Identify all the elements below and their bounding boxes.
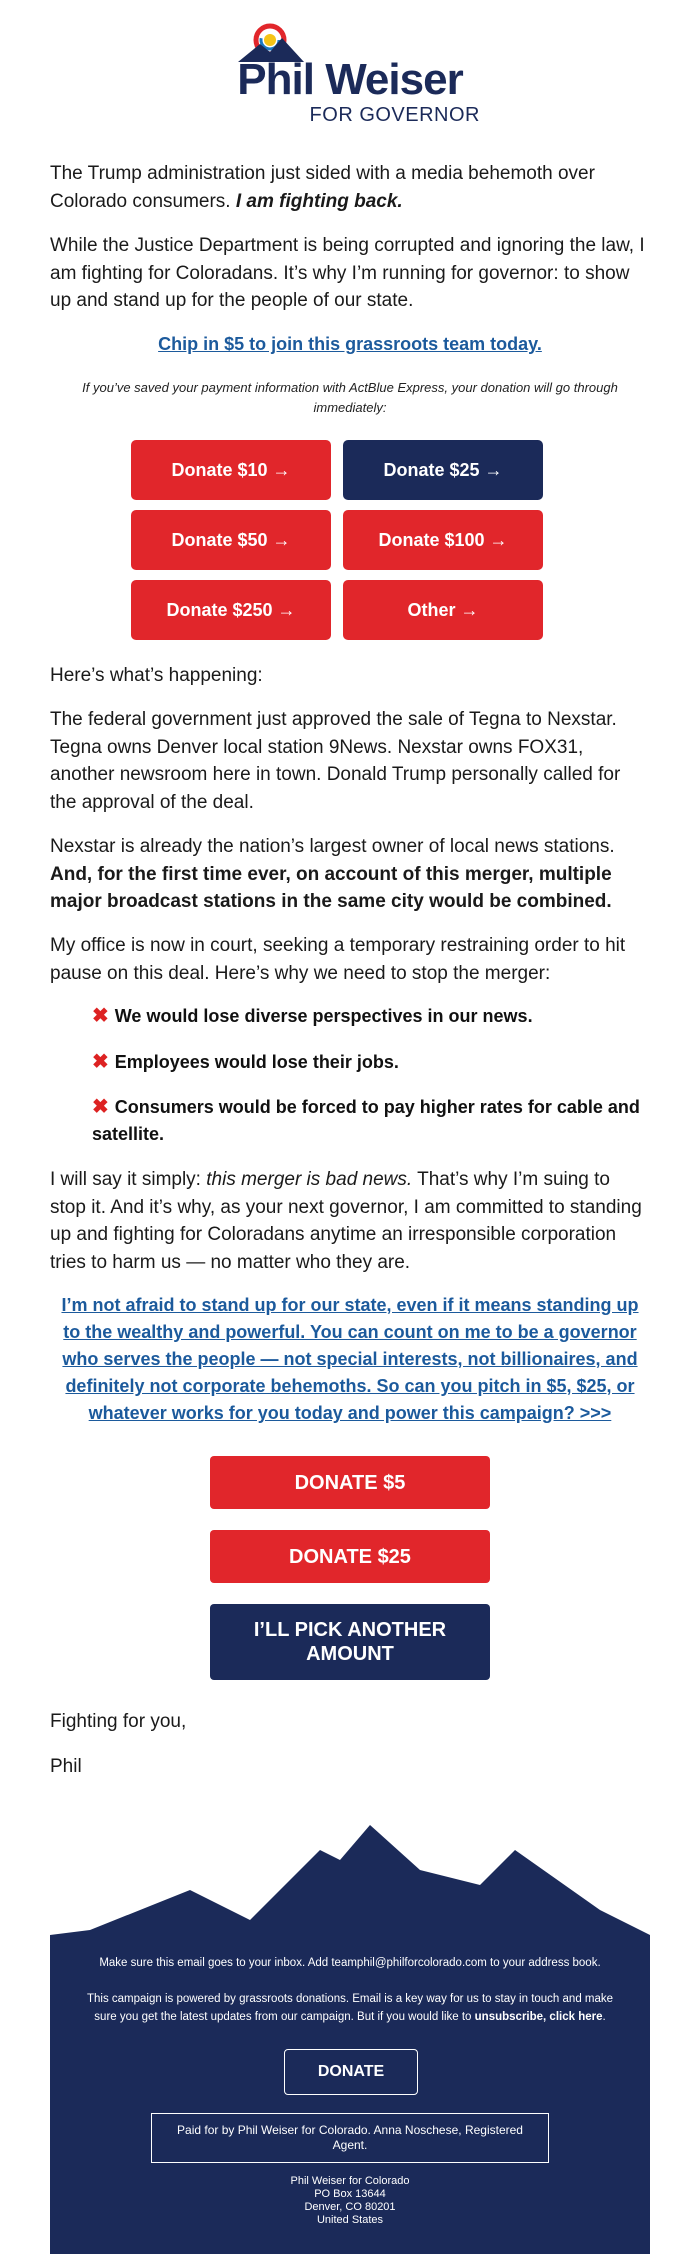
chip-in-link[interactable]: Chip in $5 to join this grassroots team today. [158,334,542,354]
nexstar-text: Nexstar is already the nation’s largest owner of local news stations. [50,836,615,857]
donate-grid-button[interactable]: Donate $100 → [343,510,543,570]
address-line: Phil Weiser for Colorado [290,2175,410,2187]
address-line: United States [316,2214,384,2226]
pick-another-amount-button[interactable]: I’LL PICK ANOTHER AMOUNT [210,1604,490,1680]
bad-news-emphasis: this merger is bad news. [206,1169,413,1190]
logo-subtitle: FOR GOVERNOR [309,104,480,126]
intro-paragraph-2: While the Justice Department is being corrupted and ignoring the law, I am fighting for Coloradans. It’s why I’m running for governor: to show up and stand up for the people of our state. [50,235,645,311]
signoff-name: Phil [50,1756,82,1777]
bullet-text: We would lose diverse perspectives in our news. [114,1006,533,1026]
powered-period: . [602,2011,606,2023]
body-paragraph-merger: The federal government just approved the sale of Tegna to Nexstar. Tegna owns Denver local station 9News. Nexstar owns FOX31, another newsroom here in town. Donald Trump personally called for the approval of the deal. [50,709,621,813]
red-x-icon: ✖ [92,1005,109,1027]
bad-news-text-a: I will say it simply: [50,1169,207,1190]
body-paragraph-bad-news [50,1166,650,1276]
logo-name: Phil Weiser [237,55,463,104]
paid-for-disclaimer: Paid for by Phil Weiser for Colorado. Anna Noschese, Registered Agent. [151,2113,549,2163]
bullet-item [92,1049,652,1076]
donate-grid-button[interactable]: Donate $250 → [131,580,331,640]
donate-5-button[interactable]: DONATE $5 [210,1456,490,1509]
signoff-line: Fighting for you, [50,1711,187,1732]
actblue-express-note: If you’ve saved your payment information with ActBlue Express, your donation will go through immediately: [82,380,618,415]
bad-news-text-b: That’s why I’m suing to stop it. And it’s why, as your next governor, I am committed to standing up and fighting for Coloradans anytime an irresponsible corporation tries to harm us — no matter who they are. [50,1169,642,1273]
mailing-address [200,2175,500,2227]
bullet-item [92,1094,652,1148]
logo [220,18,480,128]
bullet-text: Employees would lose their jobs. [114,1052,399,1072]
unsubscribe-link[interactable]: unsubscribe, click here [474,2011,603,2023]
red-x-icon: ✖ [92,1051,109,1073]
donate-25-button[interactable]: DONATE $25 [210,1530,490,1583]
bullet-item [92,1003,652,1030]
bullet-text: Consumers would be forced to pay higher rates for cable and satellite. [92,1097,640,1144]
happening-heading: Here’s what’s happening: [50,665,263,686]
body-paragraph-court: My office is now in court, seeking a temporary restraining order to hit pause on this deal. Here’s why we need to stop the merger: [50,935,626,984]
nexstar-bold: And, for the first time ever, on account of this merger, multiple major broadcast stations in the same city would be combined. [50,863,612,912]
footer-donate-button[interactable]: DONATE [284,2049,418,2095]
address-line: PO Box 13644 [314,2188,386,2200]
pitch-in-link[interactable]: I’m not afraid to stand up for our state, even if it means standing up to the wealthy and powerful. You can count on me to be a governor who serves the people — not special interests, not billionaires, and definitely not corporate behemoths. So can you pitch in $5, $25, or whatever works for you today and power this campaign? >>> [61,1295,639,1423]
intro-paragraph-1 [50,160,650,215]
body-paragraph-nexstar [50,833,650,916]
donate-grid-button[interactable]: Other → [343,580,543,640]
donate-grid-button[interactable]: Donate $25 → [343,440,543,500]
donate-grid-button[interactable]: Donate $50 → [131,510,331,570]
intro-emphasis: I am fighting back. [235,190,403,212]
footer-inbox-note: Make sure this email goes to your inbox. Add teamphil@philforcolorado.com to your address book. [99,1957,601,1969]
red-x-icon: ✖ [92,1096,109,1118]
address-line: Denver, CO 80201 [304,2201,396,2213]
donate-grid-button[interactable]: Donate $10 → [131,440,331,500]
footer-powered-note [80,1990,620,2026]
powered-text: This campaign is powered by grassroots donations. Email is a key way for us to stay in touch and make sure you get the latest updates from our campaign. But if you would like to [86,1993,614,2023]
intro-text: The Trump administration just sided with a media behemoth over Colorado consumers. [50,163,595,212]
